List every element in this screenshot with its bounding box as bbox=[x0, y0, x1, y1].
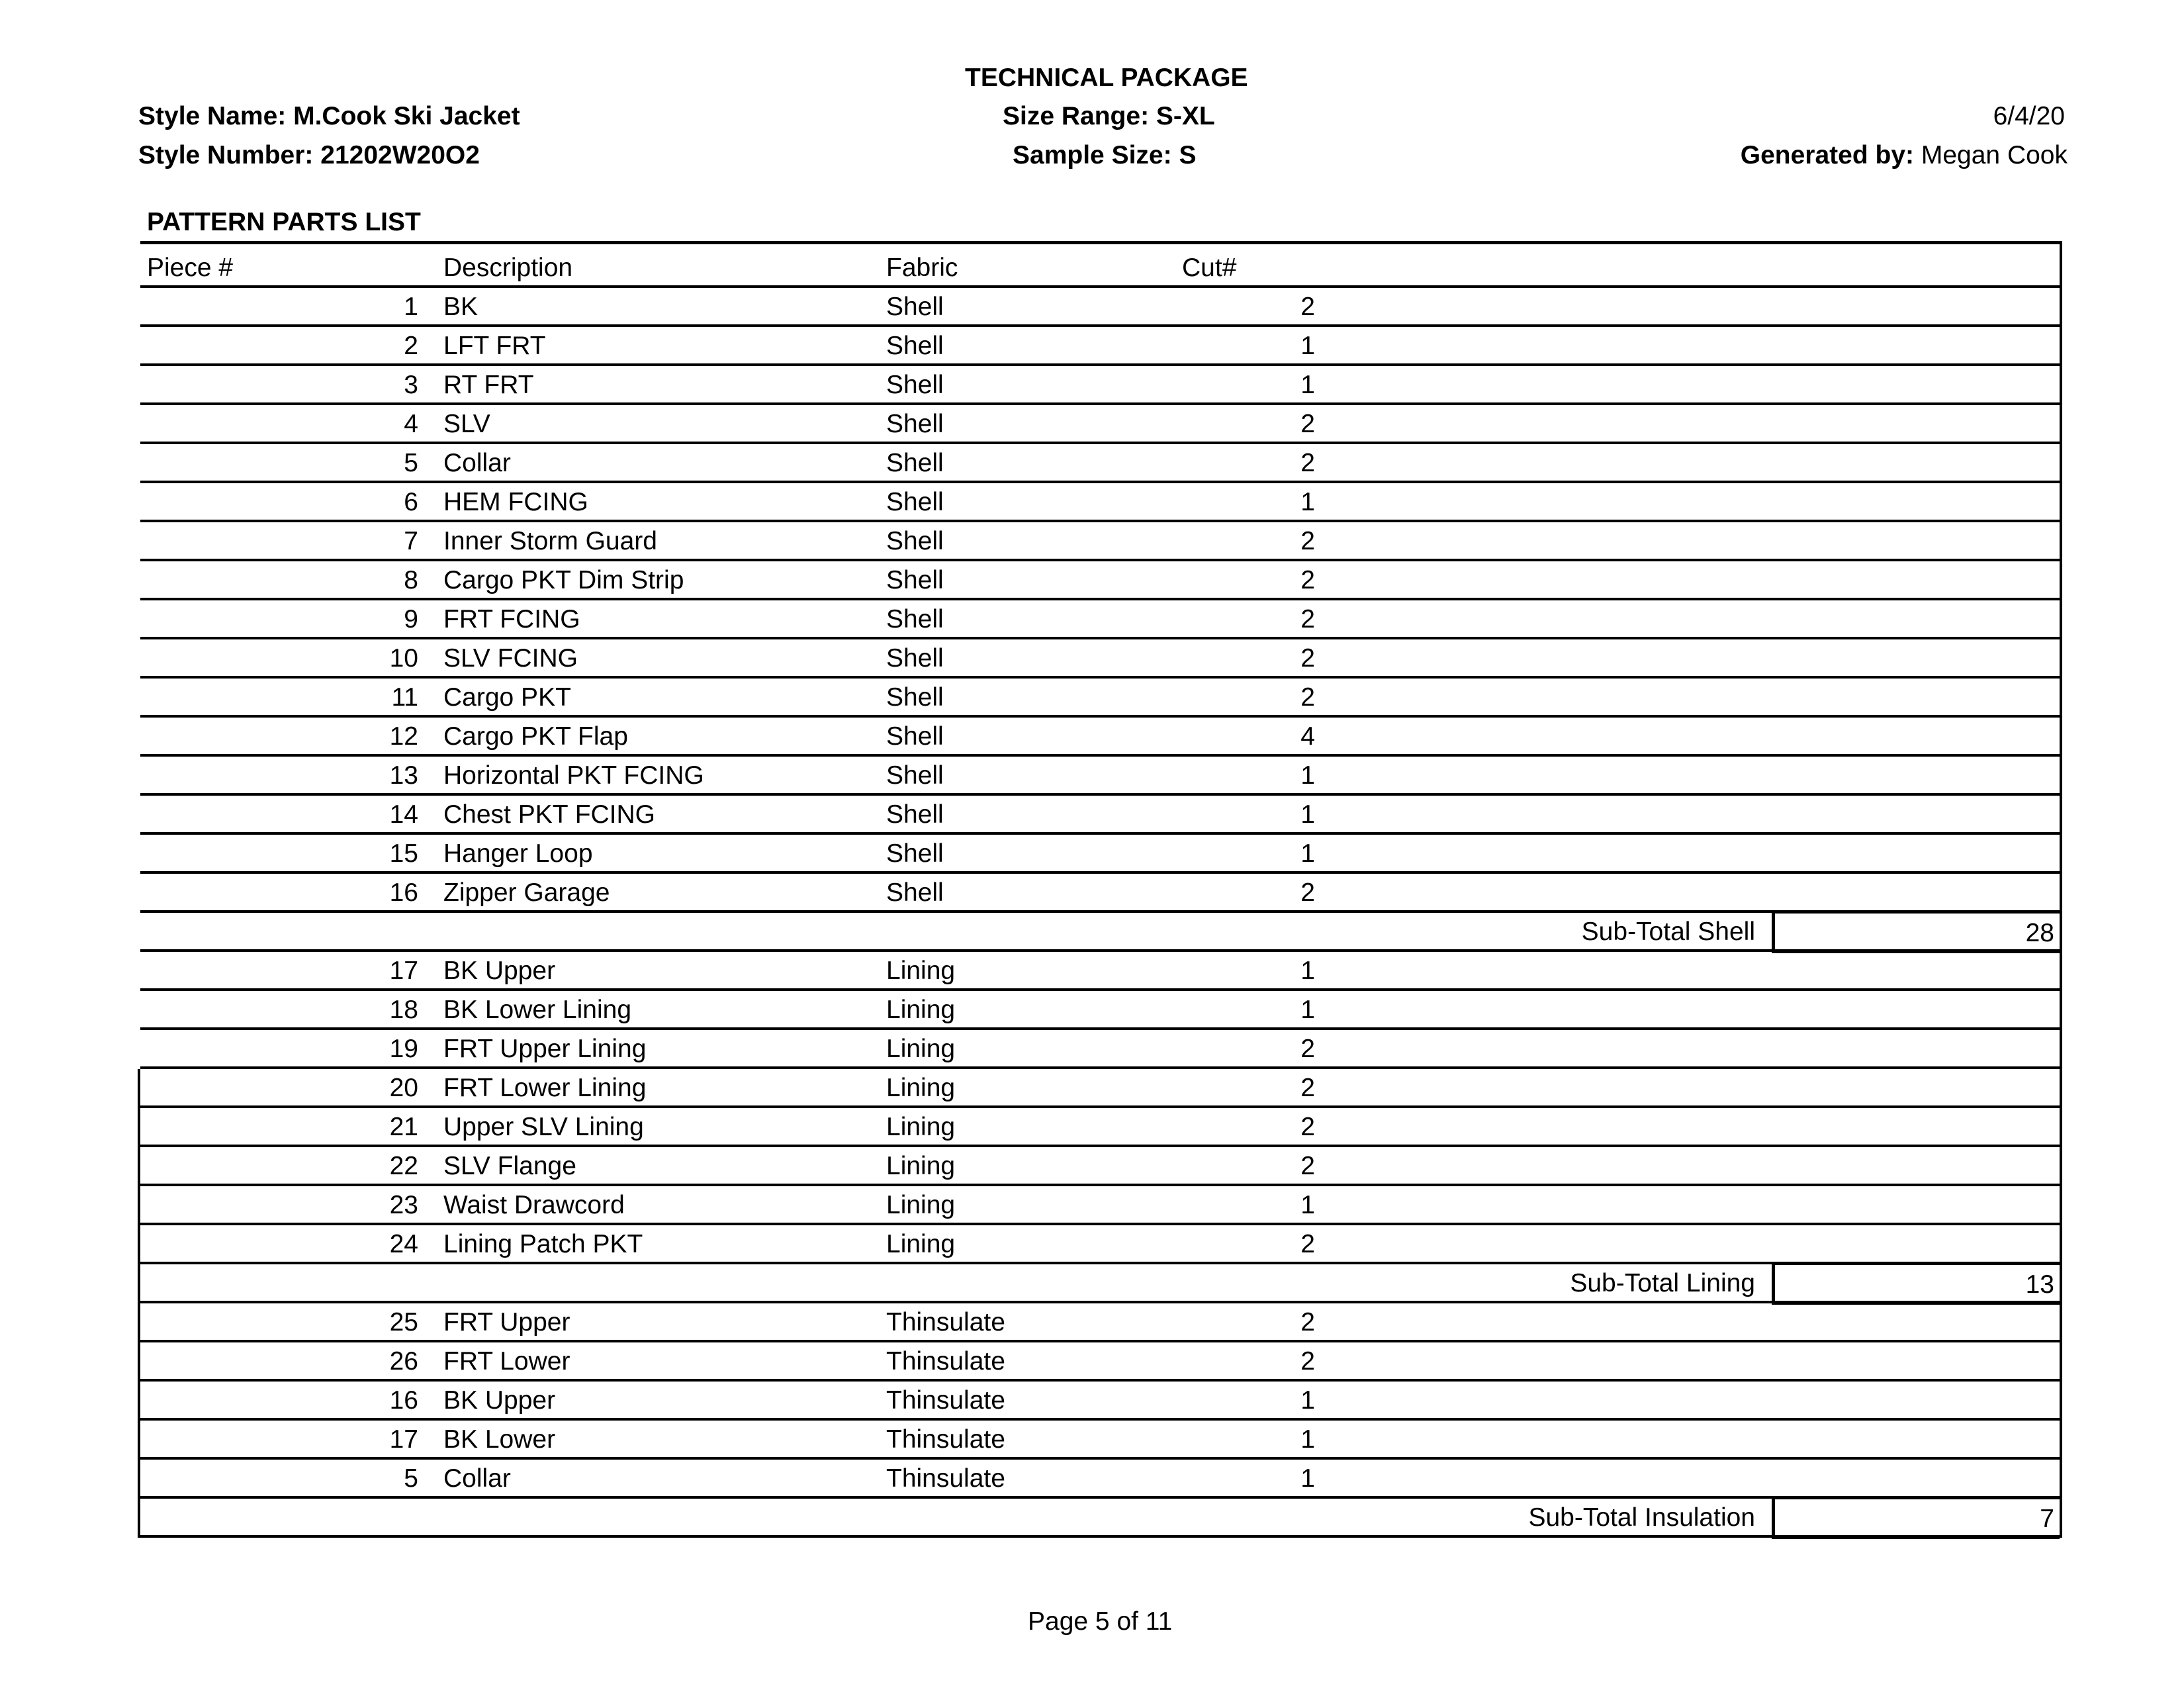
cut-count: 1 bbox=[1300, 332, 1315, 360]
cut-count: 2 bbox=[1300, 1347, 1315, 1376]
description: Cargo PKT Dim Strip bbox=[443, 566, 684, 594]
fabric: Lining bbox=[886, 1230, 956, 1258]
table-row bbox=[138, 1108, 2060, 1147]
table-row bbox=[138, 1225, 2060, 1264]
date: 6/4/20 bbox=[1993, 102, 2065, 130]
cut-count: 1 bbox=[1300, 488, 1315, 516]
piece-number: 8 bbox=[404, 566, 418, 594]
table-row bbox=[140, 522, 2060, 561]
subtotal-label: Sub-Total Insulation bbox=[1528, 1503, 1755, 1532]
style-number-label: Style Number: bbox=[138, 141, 314, 169]
sample-size-value: S bbox=[1179, 141, 1197, 169]
fabric: Shell bbox=[886, 878, 944, 907]
cut-count: 1 bbox=[1300, 839, 1315, 868]
fabric: Thinsulate bbox=[886, 1386, 1005, 1415]
description: FRT Upper Lining bbox=[443, 1035, 647, 1063]
piece-number: 16 bbox=[389, 1386, 418, 1415]
column-header-piece: Piece # bbox=[147, 254, 234, 282]
table-row bbox=[140, 483, 2060, 522]
generated-by bbox=[1741, 142, 2068, 168]
column-header-fabric: Fabric bbox=[886, 254, 958, 282]
piece-number: 7 bbox=[404, 527, 418, 555]
table-row bbox=[140, 405, 2060, 444]
fabric: Thinsulate bbox=[886, 1425, 1005, 1454]
table-row bbox=[140, 444, 2060, 483]
piece-number: 20 bbox=[389, 1074, 418, 1102]
subtotal-label: Sub-Total Shell bbox=[1581, 917, 1755, 946]
cut-count: 1 bbox=[1300, 1386, 1315, 1415]
fabric: Shell bbox=[886, 527, 944, 555]
description: FRT Lower bbox=[443, 1347, 570, 1376]
cut-count: 1 bbox=[1300, 1191, 1315, 1219]
page-number: Page 5 of 11 bbox=[1028, 1607, 1173, 1636]
table-row bbox=[140, 288, 2060, 327]
description: SLV FCING bbox=[443, 644, 578, 673]
description: FRT Upper bbox=[443, 1308, 570, 1336]
piece-number: 19 bbox=[389, 1035, 418, 1063]
piece-number: 9 bbox=[404, 605, 418, 633]
description: BK bbox=[443, 293, 478, 321]
piece-number: 11 bbox=[391, 683, 418, 712]
fabric: Lining bbox=[886, 957, 956, 985]
cut-count: 4 bbox=[1300, 722, 1315, 751]
table-row bbox=[138, 1147, 2060, 1186]
fabric: Lining bbox=[886, 996, 956, 1024]
table-row bbox=[138, 1303, 2060, 1342]
generated-by-label: Generated by: bbox=[1740, 141, 1915, 169]
fabric: Lining bbox=[886, 1035, 956, 1063]
piece-number: 21 bbox=[389, 1113, 418, 1141]
cut-count: 1 bbox=[1300, 957, 1315, 985]
subtotal-row bbox=[140, 913, 2060, 952]
fabric: Shell bbox=[886, 761, 944, 790]
fabric: Lining bbox=[886, 1152, 956, 1180]
fabric: Shell bbox=[886, 332, 944, 360]
piece-number: 24 bbox=[389, 1230, 418, 1258]
column-header-cut: Cut# bbox=[1182, 254, 1237, 282]
document-title: TECHNICAL PACKAGE bbox=[965, 64, 1248, 92]
fabric: Thinsulate bbox=[886, 1347, 1005, 1376]
table-row bbox=[138, 1342, 2060, 1382]
subtotal-label: Sub-Total Lining bbox=[1570, 1269, 1755, 1297]
table-header-row bbox=[140, 244, 2060, 288]
subtotal-value: 28 bbox=[2025, 919, 2054, 947]
style-name-label: Style Name: bbox=[138, 102, 287, 130]
description: BK Lower Lining bbox=[443, 996, 632, 1024]
size-range bbox=[1003, 103, 1215, 129]
table-row bbox=[140, 757, 2060, 796]
table-row bbox=[140, 639, 2060, 679]
description: SLV bbox=[443, 410, 490, 438]
fabric: Shell bbox=[886, 371, 944, 399]
cut-count: 2 bbox=[1300, 1074, 1315, 1102]
fabric: Shell bbox=[886, 449, 944, 477]
subtotal-box bbox=[1772, 1496, 2060, 1539]
cut-count: 2 bbox=[1300, 605, 1315, 633]
description: Cargo PKT Flap bbox=[443, 722, 628, 751]
subtotal-value: 13 bbox=[2025, 1270, 2054, 1299]
subtotal-row bbox=[138, 1264, 2060, 1303]
description: FRT Lower Lining bbox=[443, 1074, 647, 1102]
cut-count: 1 bbox=[1300, 1464, 1315, 1493]
piece-number: 22 bbox=[389, 1152, 418, 1180]
cut-count: 1 bbox=[1300, 371, 1315, 399]
piece-number: 26 bbox=[389, 1347, 418, 1376]
description: BK Upper bbox=[443, 1386, 556, 1415]
table-row bbox=[138, 1421, 2060, 1460]
piece-number: 17 bbox=[389, 1425, 418, 1454]
description: Collar bbox=[443, 1464, 511, 1493]
table-row bbox=[140, 835, 2060, 874]
cut-count: 2 bbox=[1300, 1230, 1315, 1258]
fabric: Shell bbox=[886, 800, 944, 829]
size-range-label: Size Range: bbox=[1003, 102, 1150, 130]
fabric: Lining bbox=[886, 1074, 956, 1102]
cut-count: 2 bbox=[1300, 878, 1315, 907]
cut-count: 1 bbox=[1300, 761, 1315, 790]
cut-count: 2 bbox=[1300, 683, 1315, 712]
subtotal-value: 7 bbox=[2040, 1505, 2054, 1533]
cut-count: 2 bbox=[1300, 527, 1315, 555]
piece-number: 15 bbox=[389, 839, 418, 868]
table-row bbox=[138, 1069, 2060, 1108]
table-row bbox=[140, 874, 2060, 913]
description: BK Upper bbox=[443, 957, 556, 985]
cut-count: 1 bbox=[1300, 1425, 1315, 1454]
cut-count: 2 bbox=[1300, 410, 1315, 438]
piece-number: 13 bbox=[389, 761, 418, 790]
style-name-value: M.Cook Ski Jacket bbox=[293, 102, 520, 130]
fabric: Thinsulate bbox=[886, 1464, 1005, 1493]
cut-count: 2 bbox=[1300, 566, 1315, 594]
description: FRT FCING bbox=[443, 605, 580, 633]
piece-number: 17 bbox=[389, 957, 418, 985]
fabric: Shell bbox=[886, 293, 944, 321]
piece-number: 5 bbox=[404, 1464, 418, 1493]
table-row bbox=[140, 796, 2060, 835]
piece-number: 5 bbox=[404, 449, 418, 477]
cut-count: 2 bbox=[1300, 449, 1315, 477]
generated-by-value: Megan Cook bbox=[1921, 141, 2068, 169]
cut-count: 2 bbox=[1300, 1113, 1315, 1141]
description: Hanger Loop bbox=[443, 839, 593, 868]
fabric: Shell bbox=[886, 644, 944, 673]
subtotal-box bbox=[1772, 910, 2060, 953]
description: Waist Drawcord bbox=[443, 1191, 625, 1219]
subtotal-row bbox=[138, 1499, 2060, 1538]
piece-number: 4 bbox=[404, 410, 418, 438]
table-row bbox=[140, 327, 2060, 366]
description: Chest PKT FCING bbox=[443, 800, 656, 829]
piece-number: 16 bbox=[389, 878, 418, 907]
column-header-description: Description bbox=[443, 254, 573, 282]
description: SLV Flange bbox=[443, 1152, 576, 1180]
description: RT FRT bbox=[443, 371, 534, 399]
table-row bbox=[140, 1030, 2060, 1069]
table-row bbox=[140, 991, 2060, 1030]
section-title: PATTERN PARTS LIST bbox=[147, 208, 421, 236]
description: Lining Patch PKT bbox=[443, 1230, 643, 1258]
subtotal-box bbox=[1772, 1262, 2060, 1305]
piece-number: 12 bbox=[389, 722, 418, 751]
table-row bbox=[138, 1186, 2060, 1225]
description: Zipper Garage bbox=[443, 878, 610, 907]
description: HEM FCING bbox=[443, 488, 588, 516]
piece-number: 10 bbox=[389, 644, 418, 673]
table-row bbox=[138, 1382, 2060, 1421]
fabric: Shell bbox=[886, 839, 944, 868]
cut-count: 2 bbox=[1300, 1308, 1315, 1336]
sample-size bbox=[1013, 142, 1196, 168]
cut-count: 2 bbox=[1300, 293, 1315, 321]
table-row bbox=[140, 561, 2060, 600]
table-row bbox=[138, 1460, 2060, 1499]
cut-count: 1 bbox=[1300, 996, 1315, 1024]
description: Inner Storm Guard bbox=[443, 527, 657, 555]
piece-number: 1 bbox=[404, 293, 418, 321]
fabric: Shell bbox=[886, 722, 944, 751]
piece-number: 14 bbox=[389, 800, 418, 829]
description: Cargo PKT bbox=[443, 683, 571, 712]
fabric: Shell bbox=[886, 605, 944, 633]
description: Upper SLV Lining bbox=[443, 1113, 644, 1141]
description: Horizontal PKT FCING bbox=[443, 761, 704, 790]
description: BK Lower bbox=[443, 1425, 556, 1454]
piece-number: 2 bbox=[404, 332, 418, 360]
piece-number: 25 bbox=[389, 1308, 418, 1336]
cut-count: 2 bbox=[1300, 644, 1315, 673]
fabric: Shell bbox=[886, 566, 944, 594]
fabric: Shell bbox=[886, 488, 944, 516]
table-row bbox=[140, 600, 2060, 639]
fabric: Thinsulate bbox=[886, 1308, 1005, 1336]
style-number-value: 21202W20O2 bbox=[320, 141, 480, 169]
piece-number: 18 bbox=[389, 996, 418, 1024]
fabric: Shell bbox=[886, 683, 944, 712]
fabric: Shell bbox=[886, 410, 944, 438]
table-row bbox=[140, 718, 2060, 757]
table-row bbox=[140, 366, 2060, 405]
fabric: Lining bbox=[886, 1191, 956, 1219]
sample-size-label: Sample Size: bbox=[1013, 141, 1172, 169]
fabric: Lining bbox=[886, 1113, 956, 1141]
description: LFT FRT bbox=[443, 332, 546, 360]
style-name bbox=[138, 103, 520, 129]
piece-number: 23 bbox=[389, 1191, 418, 1219]
style-number bbox=[138, 142, 480, 168]
cut-count: 2 bbox=[1300, 1152, 1315, 1180]
cut-count: 1 bbox=[1300, 800, 1315, 829]
description: Collar bbox=[443, 449, 511, 477]
table-row bbox=[140, 679, 2060, 718]
cut-count: 2 bbox=[1300, 1035, 1315, 1063]
table-row bbox=[140, 952, 2060, 991]
size-range-value: S-XL bbox=[1156, 102, 1215, 130]
piece-number: 3 bbox=[404, 371, 418, 399]
pattern-parts-table bbox=[140, 241, 2062, 1538]
piece-number: 6 bbox=[404, 488, 418, 516]
